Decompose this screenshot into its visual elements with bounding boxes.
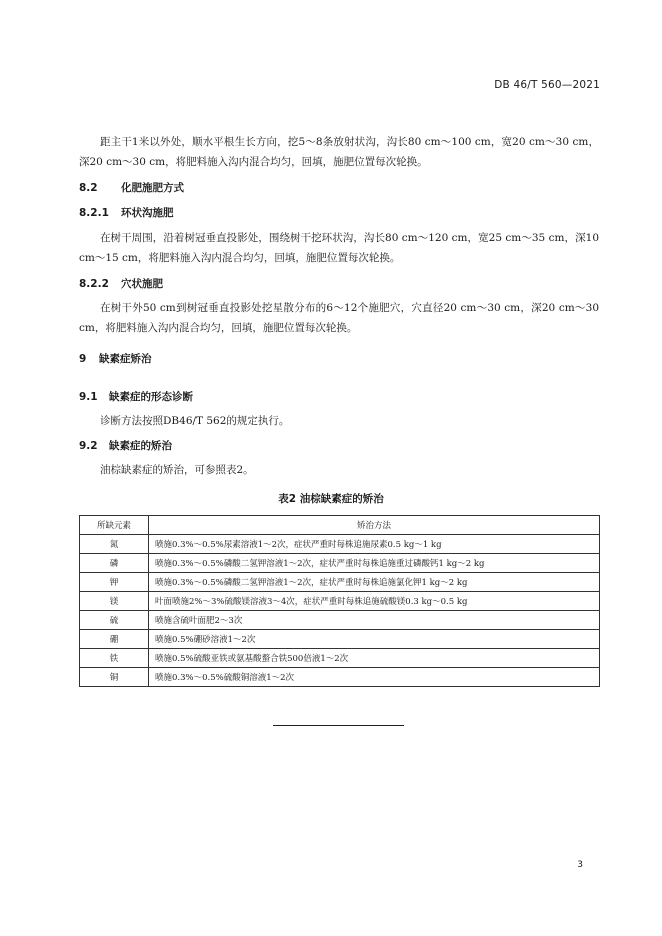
method-cell: 喷施含硫叶面肥2～3次 [149,611,600,630]
section-title: 化肥施肥方式 [121,182,184,194]
table-header-row [80,516,600,535]
element-cell: 氮 [80,535,149,554]
table-row [80,573,600,592]
method-cell: 喷施0.5%硫酸亚铁或氨基酸螯合铁500倍液1～2次 [149,649,600,668]
table-row [80,649,600,668]
paragraph-hole-fertilization: 在树干外50 cm到树冠垂直投影处挖星散分布的6～12个施肥穴，穴直径20 cm～30 cm，深20 cm～30 cm，将肥料施入沟内混合均匀，回填，施肥位置每次轮换。 [79,302,599,334]
section-number: 9.2 [79,440,98,452]
table-row [80,668,600,687]
section-title: 缺素症矫治 [99,353,152,365]
section-title: 环状沟施肥 [121,207,174,219]
table-row [80,554,600,573]
element-cell: 磷 [80,554,149,573]
section-title: 穴状施肥 [121,278,163,290]
element-cell: 铁 [80,649,149,668]
paragraph-ring-trench: 在树干周围，沿着树冠垂直投影处，围绕树干挖环状沟，沟长80 cm～120 cm，宽25 cm～35 cm，深10 cm～15 cm，将肥料施入沟内混合均匀，回填，施肥位置每次轮换。 [79,232,599,264]
column-header-element: 所缺元素 [80,516,149,535]
page-number: 3 [577,860,583,870]
section-number: 9.1 [79,391,98,403]
element-cell: 铜 [80,668,149,687]
paragraph-table-reference: 油棕缺素症的矫治，可参照表2。 [100,464,254,476]
paragraph-radial-trench: 距主干1米以外处，顺水平根生长方向，挖5～8条放射状沟，沟长80 cm～100 cm，宽20 cm～30 cm，深20 cm～30 cm，将肥料施入沟内混合均匀，回填，施肥位置每次轮换。 [79,136,599,168]
element-cell: 钾 [80,573,149,592]
section-heading-9 [79,351,152,366]
section-heading-8-2-1 [79,205,174,220]
section-number: 9 [79,353,87,365]
section-heading-9-1 [79,389,193,404]
method-cell: 喷施0.3%～0.5%磷酸二氢钾溶液1～2次，症状严重时每株追施氯化钾1 kg～2 kg [149,573,600,592]
method-cell: 叶面喷施2%～3%硫酸镁溶液3～4次，症状严重时每株追施硫酸镁0.3 kg～0.5 kg [149,592,600,611]
element-cell: 镁 [80,592,149,611]
section-number: 8.2.1 [79,207,109,219]
method-cell: 喷施0.3%～0.5%磷酸二氢钾溶液1～2次，症状严重时每株追施重过磷酸钙1 kg～2 kg [149,554,600,573]
element-cell: 硼 [80,630,149,649]
section-number: 8.2 [79,182,98,194]
section-heading-8-2 [79,180,184,195]
section-title: 缺素症的矫治 [109,440,172,452]
table-row [80,592,600,611]
deficiency-correction-table [79,515,600,687]
method-cell: 喷施0.3%～0.5%硫酸铜溶液1～2次 [149,668,600,687]
column-header-method: 矫治方法 [149,516,600,535]
section-title: 缺素症的形态诊断 [109,391,193,403]
element-cell: 硫 [80,611,149,630]
table-title: 表2 油棕缺素症的矫治 [278,493,384,505]
end-of-document-rule [273,725,404,726]
table-row [80,630,600,649]
document-code: DB 46/T 560—2021 [494,79,600,91]
section-heading-8-2-2 [79,276,163,291]
section-heading-9-2 [79,438,172,453]
method-cell: 喷施0.3%～0.5%尿素溶液1～2次，症状严重时每株追施尿素0.5 kg～1 kg [149,535,600,554]
method-cell: 喷施0.5%硼砂溶液1～2次 [149,630,600,649]
table-row [80,611,600,630]
table-row [80,535,600,554]
paragraph-diagnosis: 诊断方法按照DB46/T 562的规定执行。 [100,415,290,427]
section-number: 8.2.2 [79,278,109,290]
